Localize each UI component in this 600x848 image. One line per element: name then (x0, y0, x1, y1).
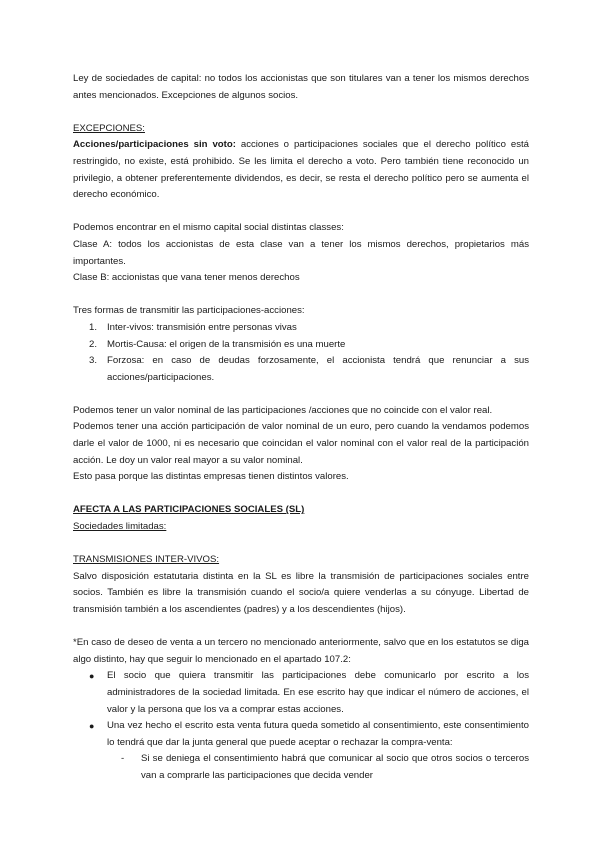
list-item (73, 668, 529, 718)
formas-lead: Tres formas de transmitir las participaciones-acciones: (73, 305, 305, 317)
valor-paragraph-2: Podemos tener una acción participación de valor nominal de un euro, pero cuando la vendamos podemos darle el valor de 1000, ni es necesario que coincidan el valor nominal con el valor real de la participación acción. Le doy un valor real mayor a su valor nominal. (73, 421, 529, 466)
caso-dash-list (73, 751, 529, 784)
transmisiones-paragraph: Salvo disposición estatutaria distinta en la SL es libre la transmisión de participaciones sociales entre socios. También es libre la transmisión cuando el socio/a quiere venderlas a su cónyuge. Libertad de transmisión también a los ascendientes (padres) y a los descendientes (hijos). (73, 570, 529, 615)
list-item (73, 337, 529, 354)
clase-b: Clase B: accionistas que vana tener menos derechos (73, 272, 300, 284)
valor-paragraph-1: Podemos tener un valor nominal de las participaciones /acciones que no coincide con el valor real. (73, 404, 493, 416)
list-item (73, 353, 529, 386)
list-item-text: Una vez hecho el escrito esta venta futura queda sometido al consentimiento, este consentimiento lo tendrá que dar la junta general que puede aceptar o rechazar la compra-venta: (107, 720, 529, 748)
list-item-text: El socio que quiera transmitir las participaciones debe comunicarlo por escrito a los administradores de la sociedad limitada. En ese escrito hay que indicar el número de acciones, el valor y la persona que los va a comprar estas acciones. (107, 670, 529, 715)
bullet-icon: ● (89, 721, 95, 732)
list-item (73, 320, 529, 337)
excepciones-heading: EXCEPCIONES: (73, 122, 145, 134)
list-number: 3. (89, 355, 98, 367)
list-item-text: Forzosa: en caso de deudas forzosamente, el accionista tendrá que renunciar a sus acciones/participaciones. (107, 355, 529, 383)
list-item-text: Si se deniega el consentimiento habrá que comunicar al socio que otros socios o terceros van a comprarle las participaciones que decida vender (141, 753, 529, 781)
bullet-icon: ● (89, 671, 95, 682)
list-number: 1. (89, 321, 98, 333)
clase-a: Clase A: todos los accionistas de esta clase van a tener los mismos derechos, propietarios más importantes. (73, 238, 529, 267)
document-body (73, 71, 529, 785)
formas-list (73, 320, 529, 386)
clases-lead: Podemos encontrar en el mismo capital social distintas classes: (73, 222, 344, 234)
afecta-heading: AFECTA A LAS PARTICIPACIONES SOCIALES (SL) (73, 504, 305, 516)
list-item (73, 718, 529, 751)
list-item-text: Inter-vivos: transmisión entre personas vivas (107, 321, 297, 333)
dash-marker: - (121, 753, 125, 765)
list-number: 2. (89, 338, 98, 350)
afecta-subheading: Sociedades limitadas: (73, 521, 167, 533)
transmisiones-heading: TRANSMISIONES INTER-VIVOS: (73, 554, 220, 566)
valor-paragraph-3: Esto pasa porque las distintas empresas tienen distintos valores. (73, 471, 349, 483)
excepciones-paragraph (73, 137, 529, 203)
caso-bullet-list (73, 668, 529, 751)
list-item-text: Mortis-Causa: el origen de la transmisión es una muerte (107, 338, 346, 350)
list-item (73, 751, 529, 784)
intro-paragraph: Ley de sociedades de capital: no todos los accionistas que son titulares van a tener los mismos derechos antes mencionados. Excepciones de algunos socios. (73, 73, 529, 101)
excepciones-term: Acciones/participaciones sin voto: (73, 139, 236, 151)
excepciones-text: acciones o participaciones sociales que el derecho político está restringido, no existe, está prohibido. Se les limita el derecho a voto. Pero también tiene reconocido un privilegio, a obtener preferentemente dividendos, es decir, se resta el derecho político pero se aumenta el derecho económico. (73, 139, 529, 201)
caso-paragraph: *En caso de deseo de venta a un tercero no mencionado anteriormente, salvo que en los estatutos se diga algo distinto, hay que seguir lo mencionado en el apartado 107.2: (73, 637, 529, 665)
